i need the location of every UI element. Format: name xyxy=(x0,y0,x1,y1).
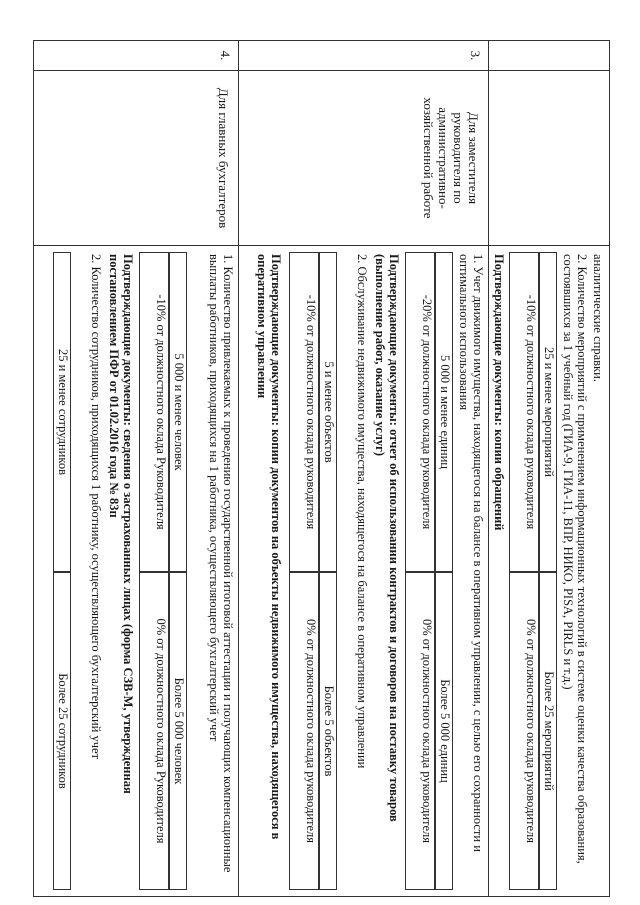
row-content xyxy=(489,246,609,896)
row-number xyxy=(489,41,609,71)
row-category xyxy=(489,71,609,246)
proof-documents: Подтверждающие документы: сведения о застрахованных лицах (форма СЗВ-М, утвержденная постановлением ПФР от 01.02.2016 года № 83п xyxy=(107,254,135,794)
row-content xyxy=(239,246,489,896)
threshold-high: Более 25 мероприятий xyxy=(539,572,557,890)
threshold-low: 5 000 и менее единиц xyxy=(435,252,453,572)
row-content xyxy=(34,246,239,896)
table-row xyxy=(488,41,609,896)
threshold-high: Более 5 000 человек xyxy=(169,572,187,890)
penalty-low: -20% от должностного оклада руководителя xyxy=(405,252,435,572)
row-number: 3. xyxy=(239,41,489,71)
content-line: 1. Учет движимого имущества, находящегося на балансе в оперативном управлении, с целью его сохранности и оптимального использования xyxy=(457,254,485,852)
content-line: 1. Количество привлекаемых к проведению государственной итоговой аттестации и получающих компенсационные выплаты работников, приходящихся на 1 работника, осуществляющего бухгалтерский учет xyxy=(207,254,235,873)
penalty-high: 0% от должностного оклада руководителя xyxy=(289,572,319,890)
row-category: Для главных бухгалтеров xyxy=(34,71,239,246)
threshold-high: Более 5 объектов xyxy=(319,572,337,890)
penalty-high: 0% от должностного оклада руководителя xyxy=(509,572,539,890)
criteria-table xyxy=(33,40,610,897)
penalty-high: 0% от должностного оклада руководителя xyxy=(405,572,435,890)
row-category: Для заместителя руководителя по административно-хозяйственной работе xyxy=(239,71,489,246)
proof-documents: Подтверждающие документы: копии обращений xyxy=(492,254,506,531)
threshold-high: Более 5 000 единиц xyxy=(435,572,453,890)
content-line: 2. Обслуживание недвижимого имущества, находящегося на балансе в оперативном управлении xyxy=(355,254,369,769)
penalty-low: -10% от должностного оклада Руководителя xyxy=(139,252,169,572)
table-row xyxy=(34,41,239,896)
proof-documents: Подтверждающие документы: отчет об использовании контрактов и договоров на поставку товаров (выполнение работ, оказание услуг) xyxy=(373,254,401,822)
table-row xyxy=(238,41,489,896)
content-line: 2. Количество сотрудников, приходящихся 1 работнику, осуществляющего бухгалтерский учет xyxy=(89,254,103,760)
threshold-low: 5 000 и менее человек xyxy=(169,252,187,572)
penalty-low: -10% от должностного оклада руководителя xyxy=(289,252,319,572)
row-number: 4. xyxy=(34,41,239,71)
threshold-low: 25 и менее сотрудников xyxy=(53,252,71,572)
penalty-low: -10% от должностного оклада руководителя xyxy=(509,252,539,572)
threshold-low: 25 и менее мероприятий xyxy=(539,252,557,572)
content-line: аналитические справки. xyxy=(591,254,605,382)
proof-documents: Подтверждающие документы: копии документов на объекты недвижимого имущества, находящегося в оперативном управлении xyxy=(255,254,283,840)
penalty-high: 0% от должностного оклада Руководителя xyxy=(139,572,169,890)
content-line: 2. Количество мероприятий с применением информационных технологий в системе оценки качества образования, состоявшихся за 1 учебный год (ГИА-9, ГИА-11, ВПР, НИКО, PISA, PIRLS и т.д.) xyxy=(561,254,589,864)
threshold-low: 5 и менее объектов xyxy=(319,252,337,572)
threshold-high: Более 25 сотрудников xyxy=(53,572,71,890)
